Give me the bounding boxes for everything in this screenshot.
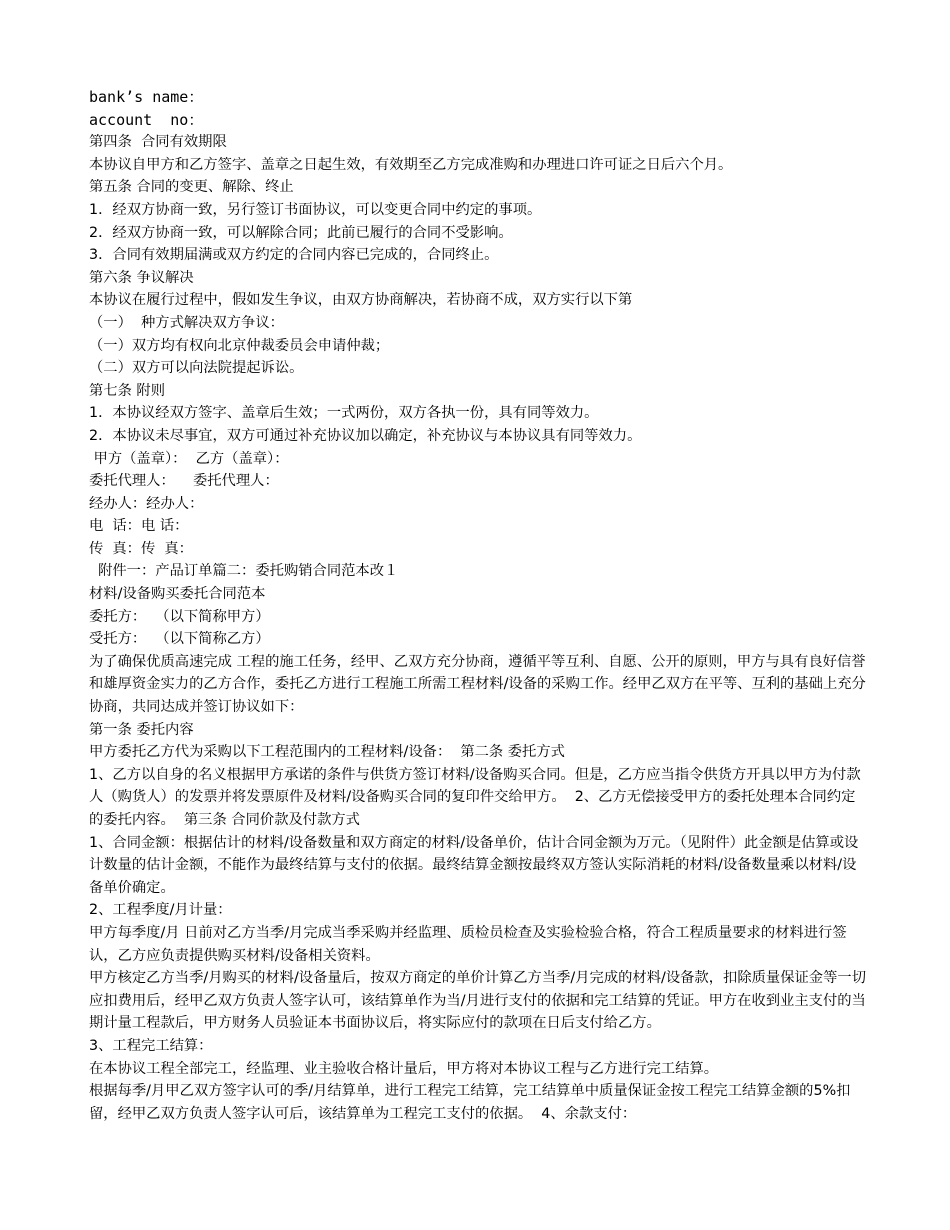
paragraph: 1．本协议经双方签字、盖章后生效；一式两份，双方各执一份，具有同等效力。: [89, 405, 599, 422]
paragraph: 甲方委托乙方代为采购以下工程范围内的工程材料/设备： 第二条 委托方式: [89, 744, 565, 761]
paragraph: （二）双方可以向法院提起诉讼。: [89, 360, 304, 377]
article-6-heading: 第六条 争议解决: [89, 269, 194, 286]
paragraph: 2、工程季度/月计量：: [89, 902, 232, 919]
article-7-heading: 第七条 附则: [89, 382, 166, 399]
handler-line: 经办人：经办人：: [89, 495, 204, 512]
phone-line: 电 话：电 话：: [89, 518, 189, 535]
paragraph: （一） 种方式解决双方争议：: [89, 314, 284, 331]
paragraph: 本协议在履行过程中，假如发生争议，由双方协商解决，若协商不成，双方实行以下第: [89, 292, 633, 309]
paragraph: 1．经双方协商一致，另行签订书面协议，可以变更合同中约定的事项。: [89, 201, 542, 218]
paragraph: 甲方每季度/月 日前对乙方当季/月完成当季采购并经监理、质检员检查及实验检验合格，符合工程质量要求的材料进行签认，乙方应负责提供购买材料/设备相关资料。: [89, 924, 847, 964]
account-no-line: account no：: [89, 110, 204, 129]
paragraph: 在本协议工程全部完工，经监理、业主验收合格计量后，甲方将对本协议工程与乙方进行完工结算。: [89, 1060, 719, 1077]
bank-name-line: bank’s name：: [89, 88, 204, 106]
paragraph: 2．本协议未尽事宜，双方可通过补充协议加以确定，补充协议与本协议具有同等效力。: [89, 427, 642, 444]
paragraph: 甲方核定乙方当季/月购买的材料/设备量后，按双方商定的单价计算乙方当季/月完成的材料/设备款，扣除质量保证金等一切应扣费用后，经甲乙双方负责人签字认可，该结算单作为当/月进行支付的依据和完工结算的凭证。甲方在收到业主支付的当期计量工程款后，甲方财务人员验证本书面协议后，将实际应付的款项在日后支付给乙方。: [89, 970, 866, 1032]
principal-line: 委托方： （以下简称甲方）: [89, 608, 270, 625]
paragraph: （一）双方均有权向北京仲裁委员会申请仲裁；: [89, 337, 390, 354]
agent-line: 委托代理人： 委托代理人：: [89, 473, 279, 490]
paragraph: 本协议自甲方和乙方签字、盖章之日起生效，有效期至乙方完成准购和办理进口许可证之日后六个月。: [89, 156, 733, 173]
paragraph: 2．经双方协商一致，可以解除合同；此前已履行的合同不受影响。: [89, 224, 513, 241]
contract-title: 材料/设备购买委托合同范本: [89, 586, 266, 603]
signature-line: 甲方（盖章）： 乙方（盖章）：: [89, 450, 289, 467]
paragraph: 3．合同有效期届满或双方约定的合同内容已完成的，合同终止。: [89, 247, 499, 264]
paragraph: 根据每季/月甲乙双方签字认可的季/月结算单，进行工程完工结算，完工结算单中质量保证金按工程完工结算金额的5%扣留，经甲乙双方负责人签字认可后，该结算单为工程完工支付的依据。 4、余款支付：: [89, 1083, 851, 1122]
paragraph: 1、合同金额：根据估计的材料/设备数量和双方商定的材料/设备单价，估计合同金额为万元。（见附件）此金额是估算或设计数量的估计金额，不能作为最终结算与支付的依据。最终结算金额按最终双方签认实际消耗的材料/设备数量乘以材料/设备单价确定。: [89, 834, 859, 896]
article-4-heading: 第四条 合同有效期限: [89, 134, 227, 151]
attachment-line: 附件一：产品订单篇二：委托购销合同范本改１: [89, 563, 399, 580]
paragraph: 为了确保优质高速完成 工程的施工任务，经甲、乙双方充分协商，遵循平等互利、自愿、公开的原则，甲方与具有良好信誉和雄厚资金实力的乙方合作，委托乙方进行工程施工所需工程材料/设备的采购工作。经甲乙双方在平等、互利的基础上充分协商，共同达成并签订协议如下：: [89, 653, 866, 716]
article-5-heading: 第五条 合同的变更、解除、终止: [89, 179, 294, 196]
agent-party-line: 受托方： （以下简称乙方）: [89, 631, 270, 648]
document-page: [89, 86, 869, 1125]
paragraph: 3、工程完工结算：: [89, 1037, 213, 1054]
article-1-heading: 第一条 委托内容: [89, 721, 194, 738]
paragraph: 1、乙方以自身的名义根据甲方承诺的条件与供货方签订材料/设备购买合同。但是，乙方应当指令供货方开具以甲方为付款人（购货人）的发票并将发票原件及材料/设备购买合同的复印件交给甲方。 2、乙方无偿接受甲方的委托处理本合同约定的委托内容。 第三条 合同价款及付款方式: [89, 766, 861, 828]
fax-line: 传 真：传 真：: [89, 540, 193, 557]
